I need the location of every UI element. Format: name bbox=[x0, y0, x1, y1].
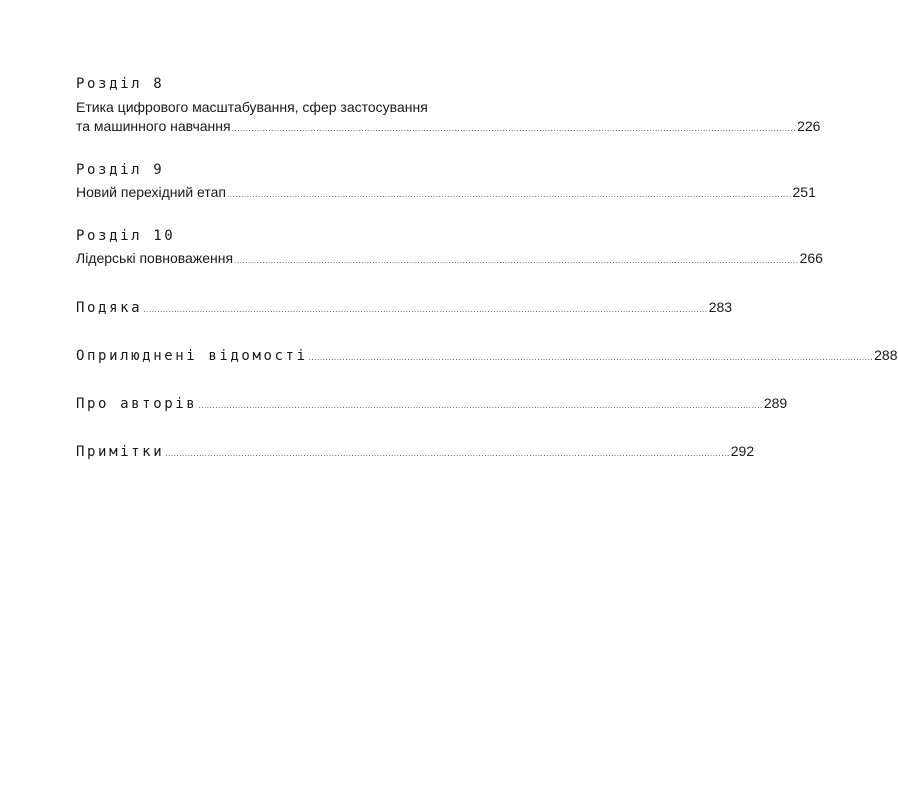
dot-leader: ........................................................................................................................................................................................................ bbox=[165, 449, 730, 458]
acknowledgements-title: Подяка bbox=[76, 300, 143, 316]
chapter-10-title: Лідерські повноваження bbox=[76, 250, 234, 266]
dot-leader: ........................................................................................................................................................................................................ bbox=[308, 353, 874, 362]
chapter-8-heading: Розділ 8 bbox=[76, 76, 165, 92]
chapter-8-title-line2: та машинного навчання bbox=[76, 118, 231, 134]
chapter-8-page-number: 226 bbox=[797, 118, 821, 134]
chapter-10-entry[interactable] bbox=[76, 249, 823, 270]
about-authors-entry[interactable] bbox=[76, 394, 788, 415]
dot-leader: ........................................................................................................................................................................................................ bbox=[198, 401, 763, 410]
dot-leader: ........................................................................................................................................................................................................ bbox=[234, 256, 799, 265]
chapter-10-page-number: 266 bbox=[799, 250, 823, 266]
disclosures-title: Оприлюднені відомості bbox=[76, 348, 308, 364]
disclosures-entry[interactable] bbox=[76, 346, 898, 367]
chapter-8-title-line1: Етика цифрового масштабування, сфер застосування bbox=[76, 99, 428, 115]
chapter-9-heading: Розділ 9 bbox=[76, 162, 165, 178]
dot-leader: ........................................................................................................................................................................................................ bbox=[226, 190, 792, 199]
dot-leader: ........................................................................................................................................................................................................ bbox=[143, 305, 708, 314]
chapter-9-entry[interactable] bbox=[76, 183, 816, 204]
about-authors-title: Про авторів bbox=[76, 396, 198, 412]
chapter-9-title: Новий перехідний етап bbox=[76, 184, 226, 200]
about-authors-page-number: 289 bbox=[763, 395, 788, 411]
chapter-9-page-number: 251 bbox=[792, 184, 816, 200]
notes-entry[interactable] bbox=[76, 442, 755, 463]
disclosures-page-number: 288 bbox=[874, 347, 898, 363]
chapter-8-entry[interactable] bbox=[76, 117, 821, 138]
acknowledgements-entry[interactable] bbox=[76, 298, 733, 319]
dot-leader: ........................................................................................................................................................................................................ bbox=[231, 124, 797, 133]
notes-title: Примітки bbox=[76, 444, 165, 460]
acknowledgements-page-number: 283 bbox=[708, 299, 733, 315]
chapter-10-heading: Розділ 10 bbox=[76, 228, 176, 244]
notes-page-number: 292 bbox=[730, 443, 755, 459]
